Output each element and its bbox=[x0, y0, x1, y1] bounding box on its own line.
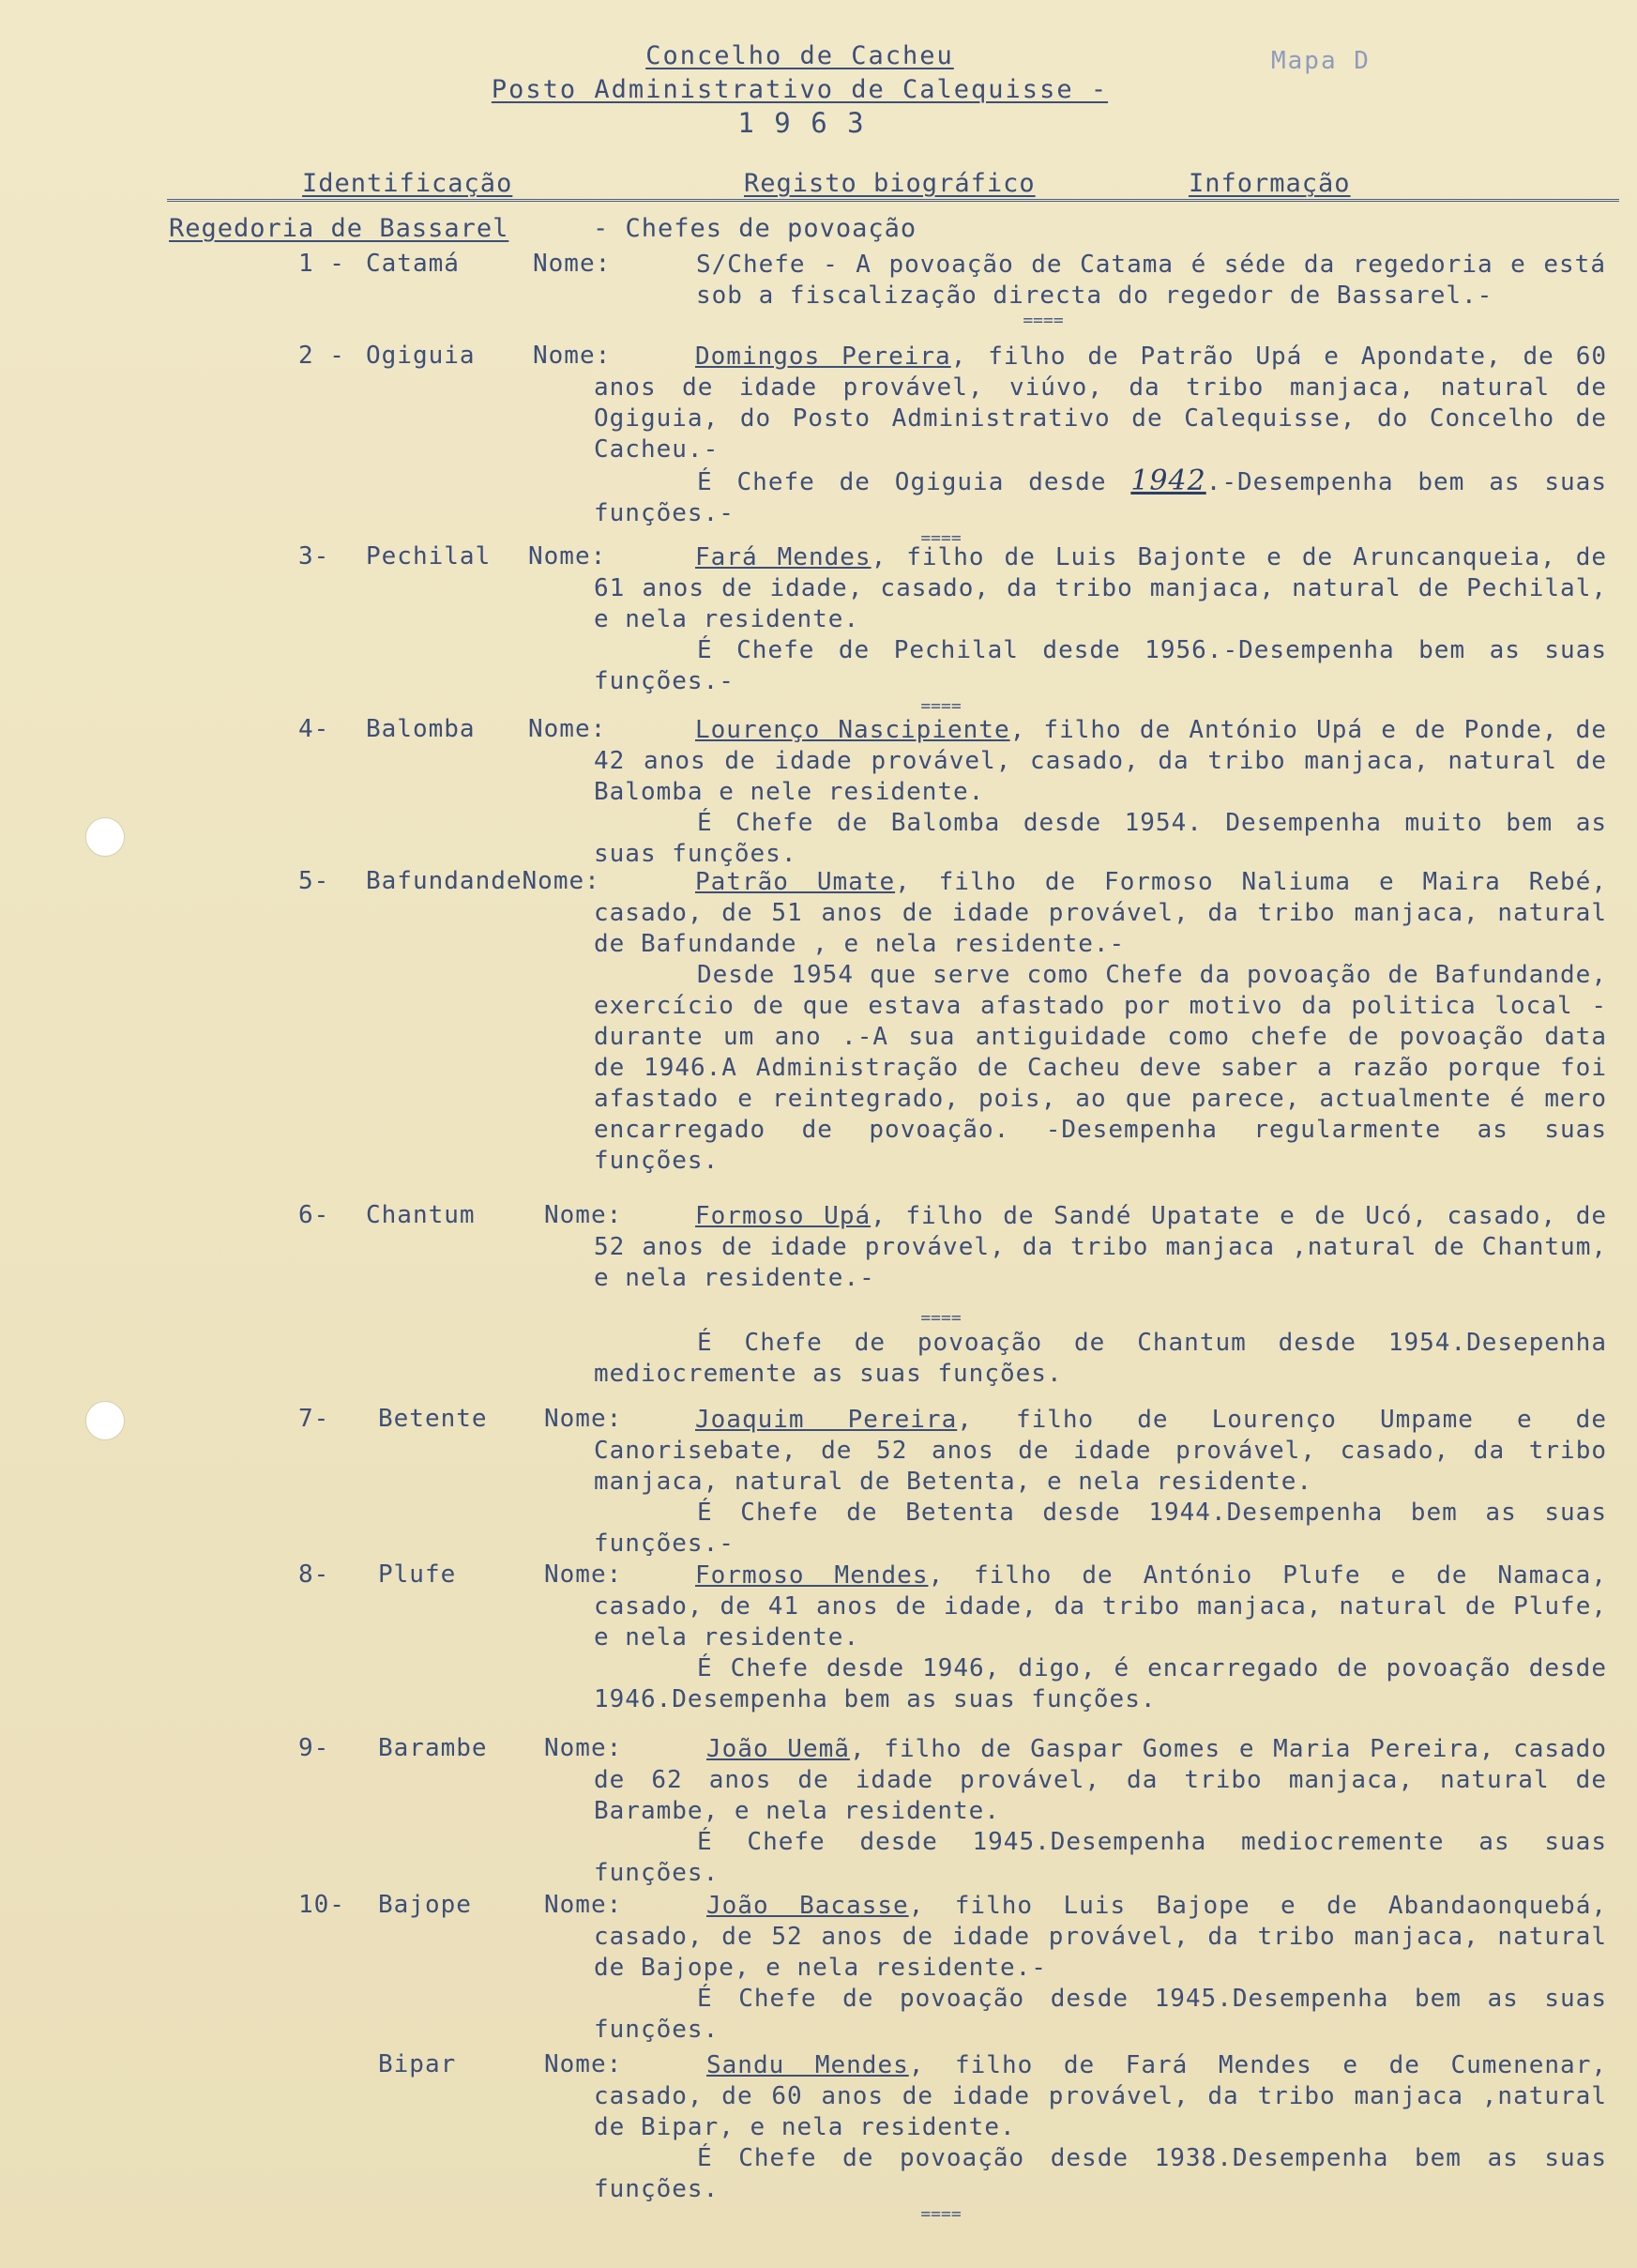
entry-nome-label: Nome: bbox=[544, 1560, 623, 1589]
entry-text bbox=[594, 342, 1607, 548]
entry-bio: , filho de Lourenço Umpame e de Canorisebate, de 52 anos de idade provável, casado, da tribo manjaca, natural de Betenta, e nela residente. bbox=[594, 1406, 1607, 1496]
entry-text bbox=[594, 1734, 1607, 1889]
entry-name: João Uemã bbox=[706, 1735, 850, 1763]
entry-place: Chantum bbox=[366, 1201, 476, 1229]
separator: ==== bbox=[920, 2204, 962, 2224]
column-informacao: Informação bbox=[1189, 169, 1351, 198]
entry-nome-label: Nome: bbox=[544, 1891, 623, 1919]
entry-place: Bajope bbox=[378, 1891, 472, 1919]
entry-place: BafundandeNome: bbox=[366, 867, 600, 895]
entry-number: 3- bbox=[298, 542, 330, 571]
entry-nome-label: Nome: bbox=[544, 1201, 623, 1229]
entry-info: É Chefe de povoação de Chantum desde 1954.Desepenha mediocremente as suas funções. bbox=[594, 1329, 1607, 1388]
entry-text bbox=[594, 1560, 1607, 1715]
entry-bio: , filho de Formoso Naliuma e Maira Rebé, casado, de 51 anos de idade provável, da tribo manjaca, natural de Bafundande , e nela residente.- bbox=[594, 868, 1607, 958]
entry-info: É Chefe de Balomba desde 1954. Desempenha muito bem as suas funções. bbox=[594, 809, 1607, 868]
separator: ==== bbox=[1023, 311, 1064, 330]
entry-bio: , filho de Gaspar Gomes e Maria Pereira, casado de 62 anos de idade provável, da tribo manjaca, natural de Barambe, e nela residente. bbox=[594, 1735, 1607, 1825]
entry-text bbox=[696, 250, 1606, 330]
entry-name: Fará Mendes bbox=[695, 543, 872, 571]
entry-bio: S/Chefe - A povoação de Catama é séde da regedoria e está sob a fiscalização directa do regedor de Bassarel.- bbox=[696, 251, 1606, 310]
entry-bio: , filho de Luis Bajonte e de Aruncanqueia, de 61 anos de idade, casado, da tribo manjaca, natural de Pechilal, e nela residente. bbox=[594, 543, 1608, 633]
entry-place: Catamá bbox=[366, 250, 460, 278]
entry-number: 7- bbox=[298, 1405, 330, 1433]
mapa-label: Mapa D bbox=[1271, 47, 1371, 75]
entry-place: Betente bbox=[378, 1405, 488, 1433]
punch-hole-top bbox=[85, 817, 125, 857]
entry-nome-label: Nome: bbox=[533, 342, 612, 370]
entry-number: 2 - bbox=[298, 342, 345, 370]
column-registo: Registo biográfico bbox=[744, 169, 1036, 198]
header-concelho: Concelho de Cacheu bbox=[645, 41, 954, 70]
entry-name: Joaquim Pereira bbox=[695, 1406, 958, 1434]
entry-place: Ogiguia bbox=[366, 342, 476, 370]
entry-number: 4- bbox=[298, 715, 330, 743]
column-identificacao: Identificação bbox=[302, 169, 513, 198]
handwritten-year: 1942 bbox=[1130, 464, 1206, 497]
entry-nome-label: Nome: bbox=[544, 2050, 623, 2078]
entry-text bbox=[594, 867, 1607, 1177]
entry-name: Formoso Upá bbox=[695, 1202, 872, 1230]
entry-bio: , filho de Sandé Upatate e de Ucó, casado, de 52 anos de idade provável, da tribo manjaca ,natural de Chantum, e nela residente.- bbox=[594, 1202, 1608, 1292]
entry-bio: , filho de António Plufe e de Namaca, casado, de 41 anos de idade, da tribo manjaca, natural de Plufe, e nela residente. bbox=[594, 1561, 1607, 1652]
separator: ==== bbox=[920, 528, 962, 548]
entry-nome-label: Nome: bbox=[533, 250, 612, 278]
entry-text bbox=[594, 2050, 1607, 2224]
entry-info: Desde 1954 que serve como Chefe da povoação de Bafundande, exercício de que estava afastado por motivo da politica local - durante um ano .-A sua antiguidade como chefe de povoação data de 1946.A Administração de Cacheu deve saber a razão porque foi afastado e reintegrado, pois, ao que parece, actualmente é mero encarregado de povoação. -Desempenha regularmente as suas funções. bbox=[594, 961, 1607, 1175]
header-double-rule bbox=[167, 199, 1619, 202]
punch-hole-bottom bbox=[85, 1401, 125, 1440]
entry-info: É Chefe desde 1945.Desempenha mediocremente as suas funções. bbox=[594, 1828, 1607, 1887]
entry-info: É Chefe de Betenta desde 1944.Desempenha bem as suas funções.- bbox=[594, 1499, 1607, 1558]
entry-name: João Bacasse bbox=[706, 1892, 909, 1920]
entry-text bbox=[594, 715, 1607, 870]
regedoria-heading: Regedoria de Bassarel bbox=[169, 214, 509, 243]
entry-place: Bipar bbox=[378, 2050, 457, 2078]
entry-bio: , filho Luis Bajope e de Abandaonquebá, casado, de 52 anos de idade provável, da tribo manjaca, natural de Bajope, e nela residente.- bbox=[594, 1892, 1607, 1982]
entry-bio: , filho de António Upá e de Ponde, de 42 anos de idade provável, casado, da tribo manjaca, natural de Balomba e nele residente. bbox=[594, 716, 1607, 806]
entry-info: É Chefe de Ogiguia desde 1942.-Desempenha bem as suas funções.- bbox=[594, 464, 1607, 527]
entry-number: 10- bbox=[298, 1891, 345, 1919]
entry-text bbox=[594, 1891, 1607, 2046]
entry-place: Balomba bbox=[366, 715, 476, 743]
chefes-heading: - Chefes de povoação bbox=[593, 214, 917, 243]
entry-name: Lourenço Nascipiente bbox=[695, 716, 1010, 744]
entry-number: 5- bbox=[298, 867, 330, 895]
entry-number: 1 - bbox=[298, 250, 345, 278]
entry-name: Domingos Pereira bbox=[695, 342, 951, 371]
entry-number: 6- bbox=[298, 1201, 330, 1229]
header-posto: Posto Administrativo de Calequisse - bbox=[491, 75, 1109, 104]
entry-info: É Chefe desde 1946, digo, é encarregado de povoação desde 1946.Desempenha bem as suas funções. bbox=[594, 1654, 1607, 1713]
entry-number: 9- bbox=[298, 1734, 330, 1762]
entry-nome-label: Nome: bbox=[528, 715, 607, 743]
entry-info: É Chefe de povoação desde 1938.Desempenha bem as suas funções. bbox=[594, 2144, 1607, 2203]
entry-place: Pechilal bbox=[366, 542, 492, 571]
entry-info: É Chefe de povoação desde 1945.Desempenha bem as suas funções. bbox=[594, 1985, 1607, 2044]
entry-number: 8- bbox=[298, 1560, 330, 1589]
entry-nome-label: Nome: bbox=[544, 1405, 623, 1433]
entry-name: Sandu Mendes bbox=[706, 2051, 909, 2079]
entry-text bbox=[594, 1405, 1607, 1560]
entry-text bbox=[594, 542, 1607, 716]
entry-place: Barambe bbox=[378, 1734, 488, 1762]
separator: ==== bbox=[920, 696, 962, 716]
entry-bio: , filho de Patrão Upá e Apondate, de 60 anos de idade provável, viúvo, da tribo manjaca, natural de Ogiguia, do Posto Administrativo de Calequisse, do Concelho de Cacheu.- bbox=[594, 342, 1608, 464]
entry-nome-label: Nome: bbox=[544, 1734, 623, 1762]
separator: ==== bbox=[920, 1308, 962, 1328]
entry-info: É Chefe de Pechilal desde 1956.-Desempenha bem as suas funções.- bbox=[594, 636, 1607, 695]
entry-place: Plufe bbox=[378, 1560, 457, 1589]
entry-name: Formoso Mendes bbox=[695, 1561, 929, 1590]
entry-nome-label: Nome: bbox=[528, 542, 607, 571]
header-year: 1 9 6 3 bbox=[737, 107, 866, 139]
entry-bio: , filho de Fará Mendes e de Cumenenar, casado, de 60 anos de idade provável, da tribo manjaca ,natural de Bipar, e nela residente. bbox=[594, 2051, 1608, 2141]
entry-text bbox=[594, 1201, 1607, 1390]
entry-name: Patrão Umate bbox=[695, 868, 896, 896]
